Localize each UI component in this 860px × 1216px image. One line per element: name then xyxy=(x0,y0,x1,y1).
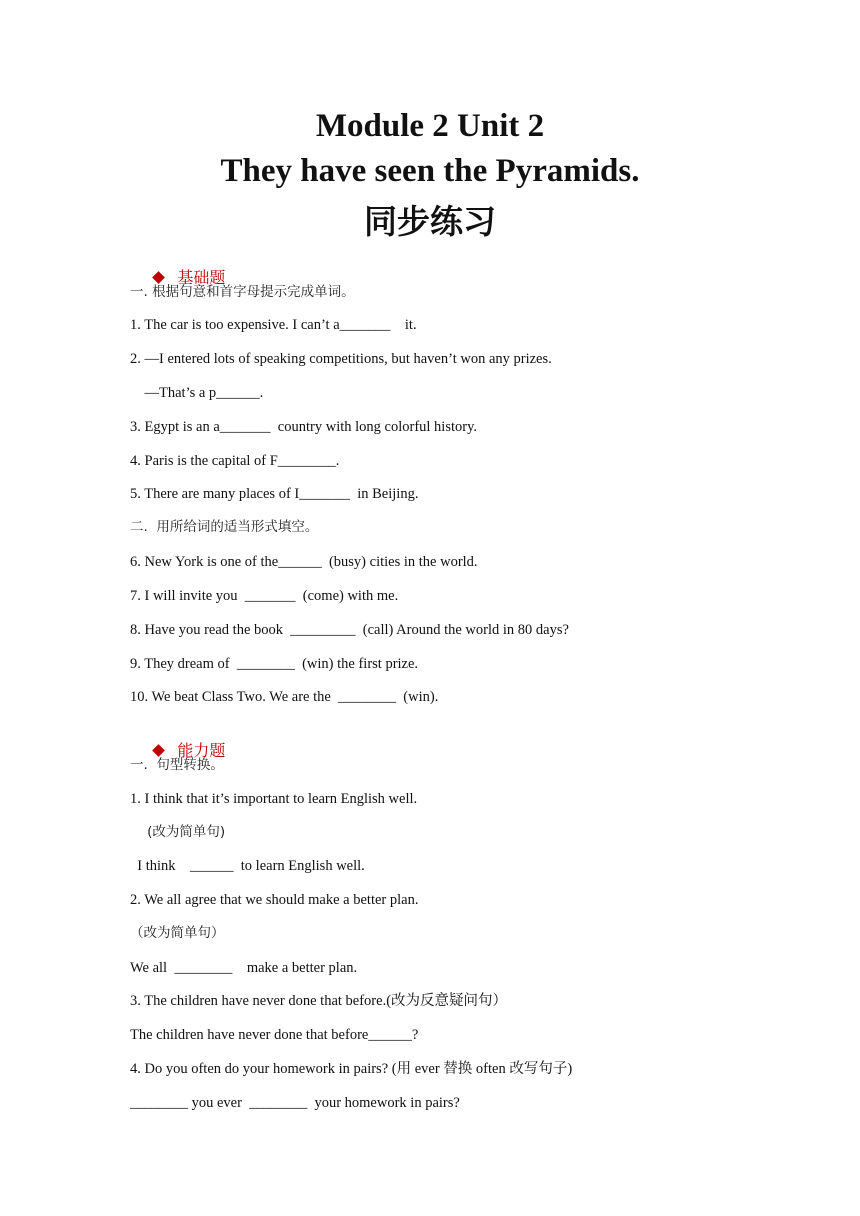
ability-q1-answer: I think ______ to learn English well. xyxy=(130,858,365,874)
ability-q2-answer: We all ________ make a better plan. xyxy=(130,960,358,976)
basic-q7: 7. I will invite you _______ (come) with me. xyxy=(130,588,399,604)
title-practice: 同步练习 xyxy=(364,202,496,241)
ability-part1-heading: 一. 句型转换。 xyxy=(130,757,224,773)
title-unit: They have seen the Pyramids. xyxy=(220,153,640,189)
ability-q4: 4. Do you often do your homework in pairs? (用 ever 替换 often 改写句子) xyxy=(130,1061,573,1077)
basic-q10: 10. We beat Class Two. We are the ________ (win). xyxy=(130,689,439,705)
ability-q3-answer: The children have never done that before______? xyxy=(130,1027,419,1043)
ability-q2-hint: （改为简单句） xyxy=(130,925,225,941)
basic-q3: 3. Egypt is an a_______ country with long colorful history. xyxy=(130,419,478,435)
ability-q2: 2. We all agree that we should make a better plan. xyxy=(130,892,419,908)
section-basic-label: 基础题 xyxy=(177,268,226,287)
basic-q6: 6. New York is one of the______ (busy) cities in the world. xyxy=(130,554,478,570)
ability-q4-answer: ________ you ever ________ your homework in pairs? xyxy=(130,1095,460,1111)
ability-q1: 1. I think that it’s important to learn English well. xyxy=(130,791,418,807)
basic-q4: 4. Paris is the capital of F________. xyxy=(130,453,340,469)
basic-q5: 5. There are many places of I_______ in Beijing. xyxy=(130,486,419,502)
section-ability-label: 能力题 xyxy=(177,741,226,760)
basic-part1-heading: 一. 根据句意和首字母提示完成单词。 xyxy=(130,284,355,300)
basic-part2-heading: 二. 用所给词的适当形式填空。 xyxy=(130,519,319,535)
basic-q1: 1. The car is too expensive. I can’t a_______ it. xyxy=(130,317,417,333)
basic-q2b: —That’s a p______. xyxy=(130,385,264,401)
basic-q2a: 2. —I entered lots of speaking competitions, but haven’t won any prizes. xyxy=(130,351,552,367)
basic-q8: 8. Have you read the book _________ (call) Around the world in 80 days? xyxy=(130,622,569,638)
title-module: Module 2 Unit 2 xyxy=(315,108,545,144)
ability-q1-hint: (改为简单句) xyxy=(130,824,226,840)
diamond-bullet-icon xyxy=(152,744,165,757)
diamond-bullet-icon xyxy=(152,271,165,284)
ability-q3: 3. The children have never done that before.(改为反意疑问句） xyxy=(130,993,508,1009)
basic-q9: 9. They dream of ________ (win) the first prize. xyxy=(130,656,419,672)
